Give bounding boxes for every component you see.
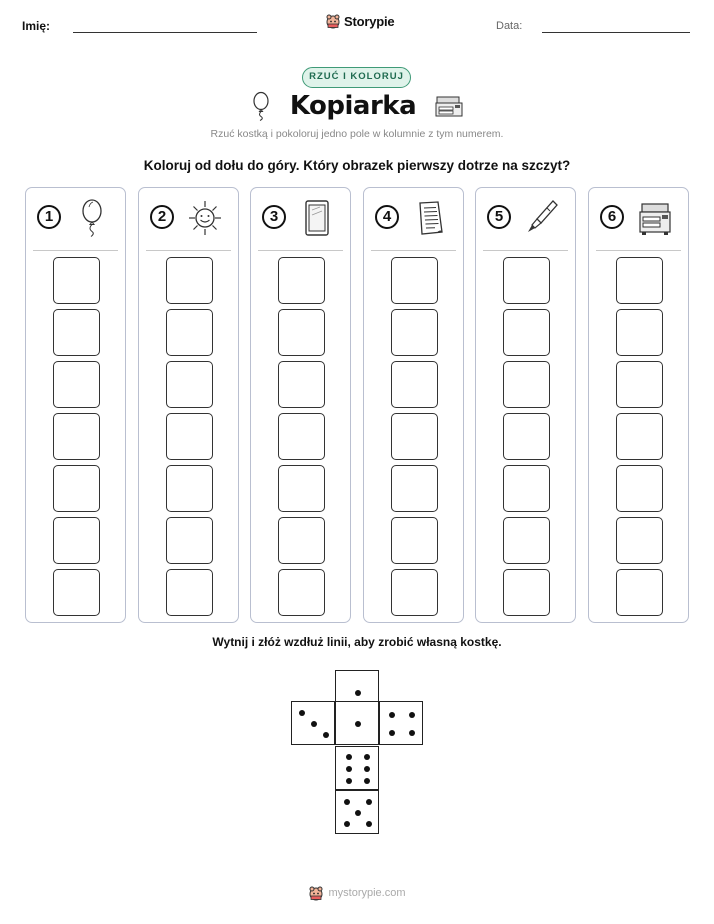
color-cell[interactable] (166, 517, 213, 564)
dice-pip (366, 799, 372, 805)
dice-face (335, 701, 379, 745)
dice-pip (346, 754, 352, 760)
color-cell[interactable] (166, 361, 213, 408)
color-cell[interactable] (503, 257, 550, 304)
color-cell[interactable] (278, 413, 325, 460)
color-cell[interactable] (503, 569, 550, 616)
color-cell[interactable] (391, 465, 438, 512)
column-number: 4 (375, 205, 399, 229)
color-cell[interactable] (503, 517, 550, 564)
footer (0, 885, 714, 901)
dice-pip (299, 710, 305, 716)
tablet-icon (298, 198, 336, 238)
column-number: 2 (150, 205, 174, 229)
dice-pip (355, 810, 361, 816)
dice-pip (323, 732, 329, 738)
color-cell[interactable] (53, 361, 100, 408)
column-divider (146, 250, 231, 251)
color-cell[interactable] (53, 465, 100, 512)
color-cell[interactable] (616, 465, 663, 512)
color-cell[interactable] (278, 517, 325, 564)
dice-pip (366, 821, 372, 827)
dice-pip (364, 754, 370, 760)
balloon-icon (250, 91, 272, 121)
color-cell[interactable] (278, 309, 325, 356)
column-3 (250, 187, 351, 623)
color-cell[interactable] (616, 569, 663, 616)
dice-pip (409, 712, 415, 718)
color-cell[interactable] (391, 413, 438, 460)
subtitle: Rzuć kostką i pokoloruj jedno pole w kolumnie z tym numerem. (210, 128, 504, 140)
color-cell[interactable] (391, 309, 438, 356)
dice-pip (311, 721, 317, 727)
dice-pip (355, 690, 361, 696)
color-cell[interactable] (53, 569, 100, 616)
column-6 (588, 187, 689, 623)
color-cell[interactable] (616, 361, 663, 408)
storypie-mascot-icon (325, 13, 341, 29)
dice-pip (355, 721, 361, 727)
column-divider (258, 250, 343, 251)
footer-url: mystorypie.com (328, 887, 406, 899)
name-label: Imię: (22, 19, 51, 33)
color-cell[interactable] (616, 257, 663, 304)
color-cell[interactable] (166, 257, 213, 304)
dice-pip (346, 766, 352, 772)
color-cell[interactable] (391, 361, 438, 408)
balloon-icon (73, 198, 111, 238)
dice-face (335, 790, 379, 834)
color-cell[interactable] (53, 309, 100, 356)
column-divider (483, 250, 568, 251)
dice-pip (344, 821, 350, 827)
color-cell[interactable] (166, 309, 213, 356)
dice-pip (409, 730, 415, 736)
column-1 (25, 187, 126, 623)
dice-pip (364, 778, 370, 784)
activity-badge: RZUĆ I KOLORUJ (302, 67, 411, 88)
column-number: 1 (37, 205, 61, 229)
column-5 (475, 187, 576, 623)
dice-face (335, 746, 379, 790)
brand-logo (325, 13, 394, 29)
color-cell[interactable] (166, 465, 213, 512)
column-divider (371, 250, 456, 251)
dice-pip (389, 730, 395, 736)
color-cell[interactable] (278, 569, 325, 616)
color-cell[interactable] (53, 517, 100, 564)
date-label: Data: (496, 20, 523, 32)
dice-pip (389, 712, 395, 718)
color-cell[interactable] (391, 257, 438, 304)
color-cell[interactable] (53, 257, 100, 304)
instruction-heading: Koloruj od dołu do góry. Który obrazek pierwszy dotrze na szczyt? (143, 158, 571, 173)
column-number: 5 (487, 205, 511, 229)
color-cell[interactable] (616, 413, 663, 460)
title-row (0, 91, 714, 121)
column-divider (596, 250, 681, 251)
document-icon (411, 198, 449, 238)
column-2 (138, 187, 239, 623)
color-cell[interactable] (503, 361, 550, 408)
sun-icon (186, 198, 224, 238)
brand-name: Storypie (344, 13, 395, 29)
color-cell[interactable] (391, 517, 438, 564)
copier-icon (636, 198, 674, 238)
name-line[interactable] (73, 32, 257, 33)
color-cell[interactable] (616, 309, 663, 356)
column-4 (363, 187, 464, 623)
color-cell[interactable] (166, 413, 213, 460)
dice-pip (364, 766, 370, 772)
dice-face (379, 701, 423, 745)
column-divider (33, 250, 118, 251)
color-cell[interactable] (278, 361, 325, 408)
color-cell[interactable] (616, 517, 663, 564)
color-cell[interactable] (503, 309, 550, 356)
column-number: 6 (600, 205, 624, 229)
copier-icon (434, 93, 464, 119)
dice-pip (344, 799, 350, 805)
color-cell[interactable] (53, 413, 100, 460)
cut-instruction: Wytnij i złóż wzdłuż linii, aby zrobić własną kostkę. (212, 635, 502, 649)
color-cell[interactable] (503, 413, 550, 460)
storypie-mascot-icon (308, 885, 324, 901)
date-line[interactable] (542, 32, 690, 33)
dice-face (291, 701, 335, 745)
page-title: Kopiarka (289, 91, 417, 121)
column-number: 3 (262, 205, 286, 229)
color-cell[interactable] (278, 257, 325, 304)
color-cell[interactable] (391, 569, 438, 616)
color-cell[interactable] (503, 465, 550, 512)
color-cell[interactable] (278, 465, 325, 512)
dice-pip (346, 778, 352, 784)
fountain-pen-icon (523, 198, 561, 238)
color-cell[interactable] (166, 569, 213, 616)
